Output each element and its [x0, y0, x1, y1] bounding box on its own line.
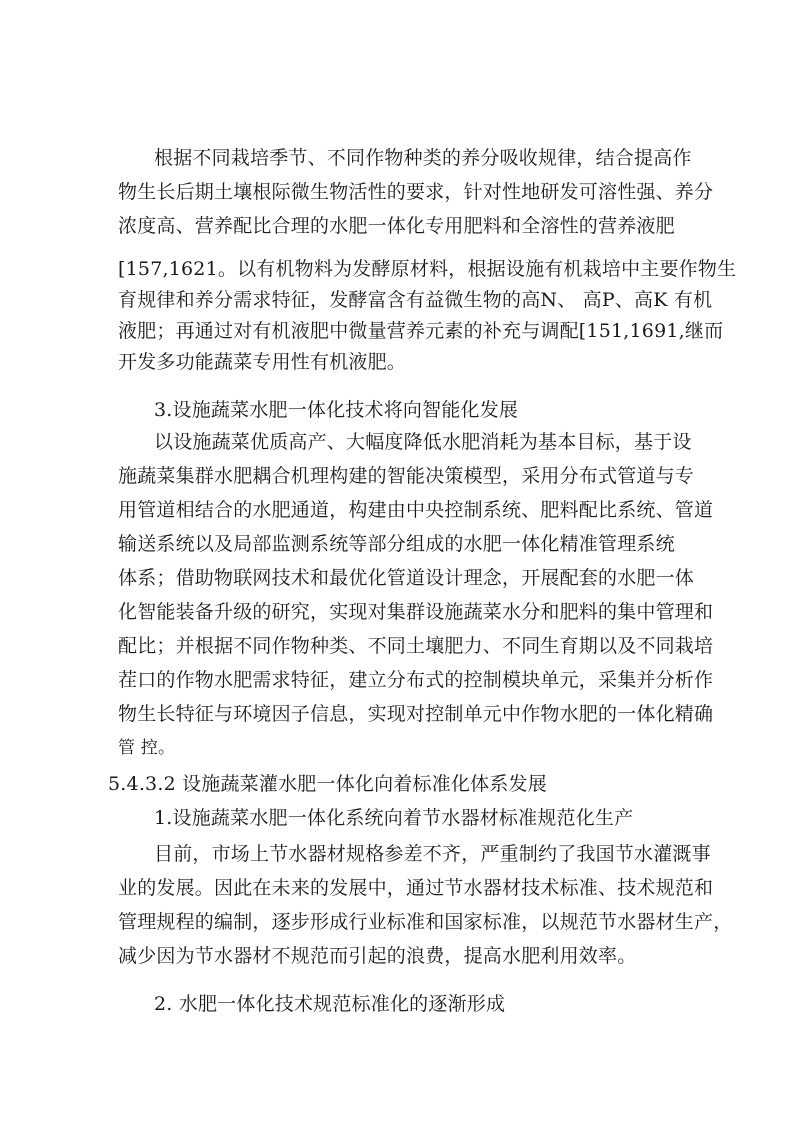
- paragraph-2-line-9: 物生长特征与环境因子信息，实现对控制单元中作物水肥的一体化精确: [118, 703, 714, 725]
- paragraph-3-line-1: 目前，市场上节水器材规格参差不齐，严重制约了我国节水灌溉事: [154, 843, 711, 865]
- paragraph-2-line-4: 输送系统以及局部监测系统等部分组成的水肥一体化精准管理系统: [118, 533, 675, 555]
- paragraph-2-line-10: 管 控。: [118, 738, 176, 758]
- paragraph-1-line-7: 开发多功能蔬菜专用性有机液肥。: [118, 351, 407, 373]
- paragraph-3-line-3: 管理规程的编制，逐步形成行业标准和国家标准，以规范节水器材生产，: [118, 911, 733, 933]
- paragraph-1-line-2: 物生长后期土壤根际微生物活性的要求，针对性地研发可溶性强、养分: [118, 181, 714, 203]
- paragraph-3-line-2: 业的发展。因此在未来的发展中，通过节水器材技术标准、技术规范和: [118, 877, 714, 899]
- paragraph-2-line-1: 以设施蔬菜优质高产、大幅度降低水肥消耗为基本目标，基于设: [154, 431, 692, 453]
- heading-2-technical-norms: 2. 水肥一体化技术规范标准化的逐渐形成: [154, 993, 506, 1015]
- paragraph-2-line-2: 施蔬菜集群水肥耦合机理构建的智能决策模型，采用分布式管道与专: [118, 465, 695, 487]
- heading-3-intelligent: 3.设施蔬菜水肥一体化技术将向智能化发展: [154, 399, 519, 421]
- paragraph-2-line-8: 茬口的作物水肥需求特征，建立分布式的控制模块单元，采集并分析作: [118, 669, 714, 691]
- paragraph-2-line-5: 体系；借助物联网技术和最优化管道设计理念，开展配套的水肥一体: [118, 567, 695, 589]
- paragraph-2-line-6: 化智能装备升级的研究，实现对集群设施蔬菜水分和肥料的集中管理和: [118, 601, 714, 623]
- section-heading-5-4-3-2: 5.4.3.2 设施蔬菜灌水肥一体化向着标准化体系发展: [108, 773, 547, 795]
- paragraph-1-line-3: 浓度高、营养配比合理的水肥一体化专用肥料和全溶性的营养液肥: [118, 215, 675, 237]
- paragraph-1-line-4: [157,1621。以有机物料为发酵原材料，根据设施有机栽培中主要作物生: [118, 258, 737, 280]
- heading-1-standardization: 1.设施蔬菜水肥一体化系统向着节水器材标准规范化生产: [154, 807, 634, 829]
- paragraph-2-line-3: 用管道相结合的水肥通道，构建由中央控制系统、肥料配比系统、管道: [118, 499, 714, 521]
- paragraph-2-line-7: 配比；并根据不同作物种类、不同土壤肥力、不同生育期以及不同栽培: [118, 635, 714, 657]
- paragraph-1-line-6: 液肥；再通过对有机液肥中微量营养元素的补充与调配[151,1691,继而: [118, 320, 724, 342]
- paragraph-1-line-5: 育规律和养分需求特征，发酵富含有益微生物的高N、 高P、高K 有机: [118, 289, 713, 311]
- paragraph-3-line-4: 减少因为节水器材不规范而引起的浪费，提高水肥利用效率。: [118, 945, 637, 967]
- paragraph-1-line-1: 根据不同栽培季节、不同作物种类的养分吸收规律，结合提高作: [154, 147, 692, 169]
